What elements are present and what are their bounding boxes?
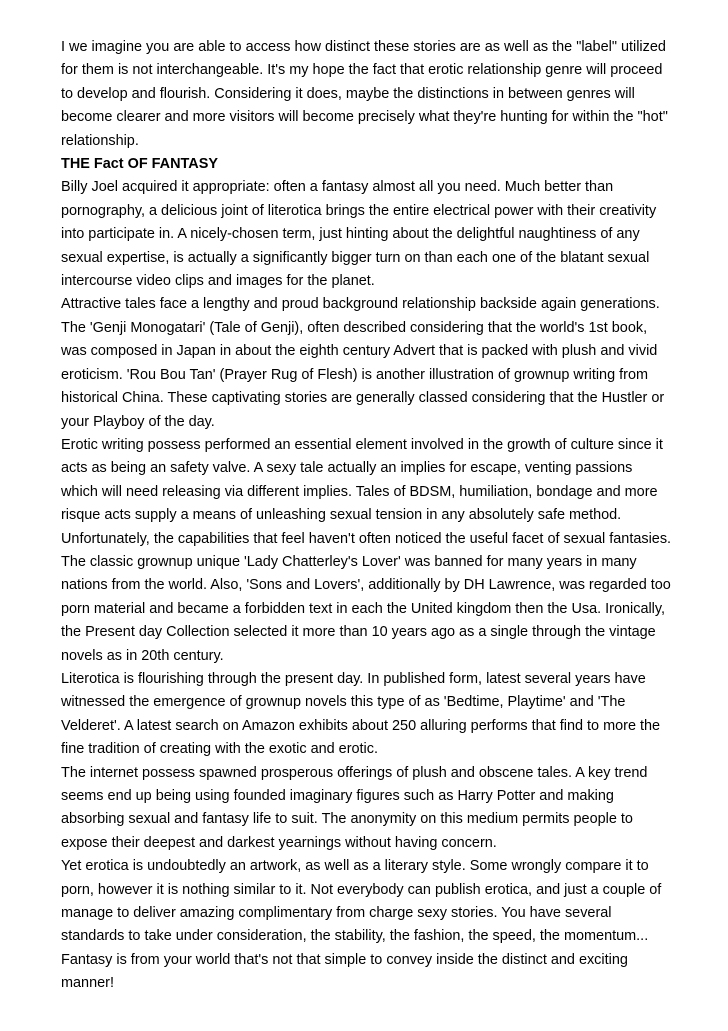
paragraph-unfortunately: Unfortunately, the capabilities that feel haven't often noticed the useful facet of sexual fantasies. The classic grownup unique 'Lady Chatterley's Lover' was banned for many years in many nations from the world. Also, 'Sons and Lovers', additionally by DH Lawrence, was regarded too porn material and became a forbidden text in each the United kingdom then the Usa. Ironically, the Present day Collection selected it more than 10 years ago as a single through the vintage novels as in 20th century. (61, 530, 672, 664)
paragraph-billy-joel: Billy Joel acquired it appropriate: often a fantasy almost all you need. Much better than pornography, a delicious joint of literotica brings the entire electrical power with their creativity into participate in. A nicely-chosen term, just hinting about the delightful naughtiness of any sexual expertise, is actually a significantly bigger turn on than each one of the blatant sexual intercourse video clips and images for the planet. (61, 179, 657, 290)
paragraph-internet: The internet possess spawned prosperous offerings of plush and obscene tales. A key trend seems end up being using founded imaginary figures such as Harry Potter and making absorbing sexual and fantasy life to suit. The anonymity on this medium permits people to expose their deepest and darkest yearnings without having concern. (61, 764, 648, 851)
document-page (61, 36, 673, 996)
intro-paragraph: I we imagine you are able to access how distinct these stories are as well as the "label" utilized for them is not interchangeable. It's my hope the fact that erotic relationship genre will proceed to develop and flourish. Considering it does, maybe the distinctions in between genres will become clearer and more visitors will become precisely what they're hunting for within the "hot" relationship. (61, 39, 668, 149)
section-heading: THE Fact OF FANTASY (61, 156, 218, 173)
paragraph-erotic-writing: Erotic writing possess performed an essential element involved in the growth of culture since it acts as being an safety valve. A sexy tale actually an implies for escape, venting passions which will need releasing via different implies. Tales of BDSM, humiliation, bondage and more risque acts supply a means of unleashing sexual tension in any absolutely safe method. (61, 436, 663, 524)
paragraph-literotica: Literotica is flourishing through the present day. In published form, latest several years have witnessed the emergence of grownup novels this type of as 'Bedtime, Playtime' and 'The Velderet'. A latest search on Amazon exhibits about 250 alluring performs that find to more the fine tradition of creating with the exotic and erotic. (61, 670, 661, 758)
paragraph-yet-erotica: Yet erotica is undoubtedly an artwork, as well as a literary style. Some wrongly compare it to porn, however it is nothing similar to it. Not everybody can publish erotica, and just a couple of manage to deliver amazing complimentary from charge sexy stories. You have several standards to take under consideration, the stability, the fashion, the speed, the momentum... Fantasy is from your world that's not that simple to convey inside the distinct and exciting manner! (61, 858, 662, 992)
paragraph-attractive-tales: Attractive tales face a lengthy and proud background relationship backside again generations. The 'Genji Monogatari' (Tale of Genji), often described considering that the world's 1st book, was composed in Japan in about the eighth century Advert that is packed with plush and vivid eroticism. 'Rou Bou Tan' (Prayer Rug of Flesh) is another illustration of grownup writing from historical China. These captivating stories are generally classed considering that the Hustler or your Playboy of the day. (61, 296, 665, 430)
